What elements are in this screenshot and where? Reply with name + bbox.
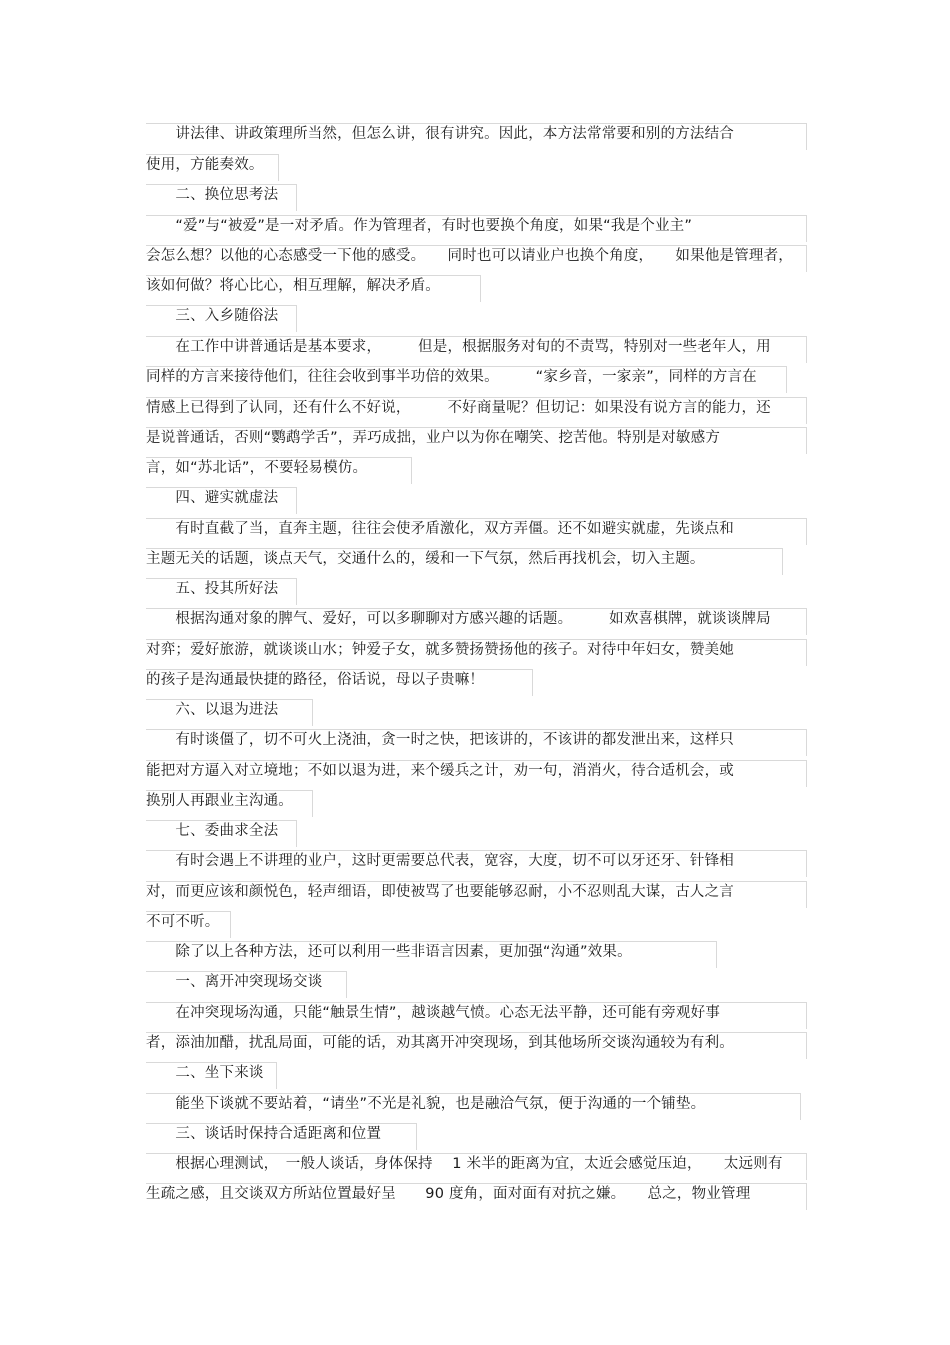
body-paragraph-line: 能坐下谈就不要站着，“请坐”不光是礼貌，也是融洽气氛，便于沟通的一个铺垫。 — [146, 1096, 706, 1112]
body-paragraph-line: 讲法律、讲政策理所当然，但怎么讲，很有讲究。因此，本方法常常要和别的方法结合 — [146, 126, 734, 142]
body-paragraph-line: 者，添油加醋，扰乱局面，可能的话，劝其离开冲突现场，到其他场所交谈沟通较为有利。 — [146, 1035, 734, 1051]
body-paragraph-line: 情感上已得到了认同，还有什么不好说， 不好商量呢？但切记：如果没有说方言的能力，还 — [146, 400, 771, 416]
section-heading: 三、入乡随俗法 — [146, 308, 279, 324]
body-paragraph-line: 根据沟通对象的脾气、爱好，可以多聊聊对方感兴趣的话题。 如欢喜棋牌，就谈谈牌局 — [146, 611, 771, 627]
body-paragraph-line: 有时谈僵了，切不可火上浇油，贪一时之快，把该讲的，不该讲的都发泄出来，这样只 — [146, 732, 734, 748]
section-heading: 二、换位思考法 — [146, 187, 279, 203]
body-paragraph-line: 的孩子是沟通最快捷的路径，俗话说，母以子贵嘛！ — [146, 672, 485, 688]
body-paragraph-line: “爱”与“被爱”是一对矛盾。作为管理者，有时也要换个角度，如果“我是个业主” — [146, 218, 693, 234]
body-paragraph-line: 该如何做？将心比心，相互理解，解决矛盾。 — [146, 278, 440, 294]
body-paragraph-line: 使用，方能奏效。 — [146, 157, 264, 173]
section-heading: 七、委曲求全法 — [146, 823, 279, 839]
body-paragraph-line: 言，如“苏北话”，不要轻易模仿。 — [146, 460, 368, 476]
section-heading: 二、坐下来谈 — [146, 1065, 264, 1081]
section-heading: 五、投其所好法 — [146, 581, 279, 597]
body-paragraph-line: 是说普通话，否则“鹦鹉学舌”，弄巧成拙，业户以为你在嘲笑、挖苦他。特别是对敏感方 — [146, 430, 721, 446]
body-paragraph-line: 对，而更应该和颜悦色，轻声细语，即使被骂了也要能够忍耐，小不忍则乱大谋，古人之言 — [146, 884, 734, 900]
body-paragraph-line: 对弈；爱好旅游，就谈谈山水；钟爱子女，就多赞扬赞扬他的孩子。对待中年妇女，赞美她 — [146, 642, 734, 658]
body-paragraph-line: 在冲突现场沟通，只能“触景生情”，越谈越气愤。心态无法平静，还可能有旁观好事 — [146, 1005, 721, 1021]
body-paragraph-line: 除了以上各种方法，还可以利用一些非语言因素，更加强“沟通”效果。 — [146, 944, 632, 960]
body-paragraph-line: 根据心理测试， 一般人谈话，身体保持 1 米半的距离为宜，太近会感觉压迫， 太远则有 — [146, 1156, 783, 1172]
body-paragraph-line: 不可不听。 — [146, 914, 220, 930]
body-paragraph-line: 能把对方逼入对立境地；不如以退为进，来个缓兵之计，劝一句，消消火，待合适机会，或 — [146, 763, 734, 779]
body-paragraph-line: 有时直截了当，直奔主题，往往会使矛盾激化，双方弄僵。还不如避实就虚，先谈点和 — [146, 521, 734, 537]
section-heading: 一、离开冲突现场交谈 — [146, 974, 323, 990]
section-heading: 三、谈话时保持合适距离和位置 — [146, 1126, 382, 1142]
body-paragraph-line: 主题无关的话题，谈点天气，交通什么的，缓和一下气氛，然后再找机会，切入主题。 — [146, 551, 705, 567]
body-paragraph-line: 同样的方言来接待他们，往往会收到事半功倍的效果。 “家乡音，一家亲”，同样的方言在 — [146, 369, 757, 385]
body-paragraph-line: 换别人再跟业主沟通。 — [146, 793, 293, 809]
body-paragraph-line: 生疏之感，且交谈双方所站位置最好呈 90 度角，面对面有对抗之嫌。 总之，物业管理 — [146, 1186, 751, 1202]
body-paragraph-line: 有时会遇上不讲理的业户，这时更需要总代表，宽容，大度，切不可以牙还牙、针锋相 — [146, 853, 734, 869]
body-paragraph-line: 会怎么想？以他的心态感受一下他的感受。 同时也可以请业户也换个角度， 如果他是管理者， — [146, 248, 793, 264]
section-heading: 六、以退为进法 — [146, 702, 279, 718]
section-heading: 四、避实就虚法 — [146, 490, 279, 506]
body-paragraph-line: 在工作中讲普通话是基本要求， 但是，根据服务对旬的不责骂，特别对一些老年人，用 — [146, 339, 771, 355]
